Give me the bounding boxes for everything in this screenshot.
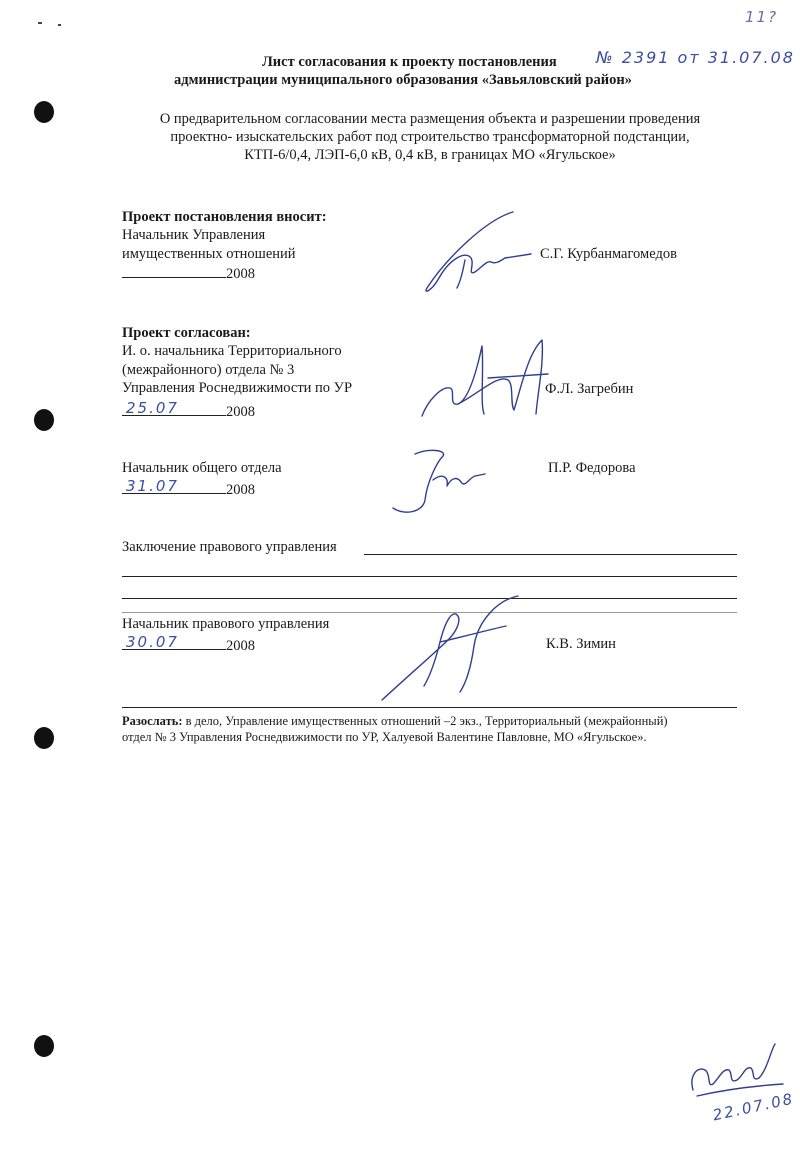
legal-name: К.В. Зимин: [546, 636, 616, 652]
legal-conclusion-label: Заключение правового управления: [122, 539, 337, 555]
general-date-handwritten: 31.07: [126, 477, 179, 495]
agreed-heading: Проект согласован:: [122, 325, 251, 341]
agreed-position-2: (межрайонного) отдела № 3: [122, 362, 295, 378]
agreed-position-3: Управления Роснедвижимости по УР: [122, 380, 353, 396]
distribution-label: Разослать:: [122, 714, 183, 728]
agreed-year: 2008: [226, 404, 255, 420]
general-name: П.Р. Федорова: [548, 460, 636, 476]
bottom-note-date: 22.07.08: [711, 1089, 796, 1125]
subject-line-1: О предварительном согласовании места размещения объекта и разрешении проведения: [159, 111, 701, 127]
agreed-name: Ф.Л. Загребин: [545, 381, 634, 397]
signature-fedorova: [385, 442, 495, 522]
legal-position: Начальник правового управления: [122, 616, 330, 632]
corner-mark: [38, 22, 42, 24]
submitter-year: 2008: [226, 266, 255, 282]
legal-date-handwritten: 30.07: [126, 633, 179, 651]
submitter-name: С.Г. Курбанмагомедов: [540, 246, 677, 262]
submitter-position-1: Начальник Управления: [122, 227, 266, 243]
divider: [122, 707, 737, 708]
distribution-text-1: в дело, Управление имущественных отношений –2 экз., Территориальный (межрайонный): [182, 714, 668, 728]
submitter-date: [122, 263, 255, 283]
legal-year: 2008: [226, 638, 255, 654]
distribution-text-2: отдел № 3 Управления Роснедвижимости по УР, Халуевой Валентине Павловне, МО «Ягульское».: [122, 730, 647, 744]
general-year: 2008: [226, 482, 255, 498]
punch-hole: [34, 1035, 54, 1057]
date-blank: [122, 635, 226, 650]
punch-hole: [34, 727, 54, 749]
signature-zimin: [378, 590, 528, 710]
handwritten-doc-number: № 2391 от 31.07.08: [596, 48, 795, 67]
date-blank: [122, 401, 226, 416]
subject-line-2: проектно- изыскательских работ под строительство трансформаторной подстанции,: [170, 129, 690, 145]
signature-kurbanmagomedov: [405, 200, 535, 300]
subject-line-3: КТП-6/0,4, ЛЭП-6,0 кВ, 0,4 кВ, в границах МО «Ягульское»: [244, 147, 616, 163]
page-number: 11?: [745, 8, 779, 26]
general-position: Начальник общего отдела: [122, 460, 282, 476]
agreed-date: [122, 401, 255, 421]
conclusion-line: [364, 554, 737, 555]
date-blank: [122, 479, 226, 494]
header-subtitle: администрации муниципального образования «Завьяловский район»: [174, 72, 632, 88]
agreed-position-1: И. о. начальника Территориального: [122, 343, 342, 359]
submitter-position-2: имущественных отношений: [122, 246, 296, 262]
submitter-heading: Проект постановления вносит:: [122, 209, 327, 225]
corner-mark: [58, 24, 61, 26]
signature-zagrebin: [418, 334, 558, 424]
agreed-date-handwritten: 25.07: [126, 399, 179, 417]
punch-hole: [34, 409, 54, 431]
date-blank: [122, 263, 226, 278]
header-title: Лист согласования к проекту постановления: [262, 54, 557, 70]
distribution-line-1: [122, 713, 668, 729]
legal-date: [122, 635, 255, 655]
conclusion-line: [122, 576, 737, 577]
general-date: [122, 479, 255, 499]
punch-hole: [34, 101, 54, 123]
